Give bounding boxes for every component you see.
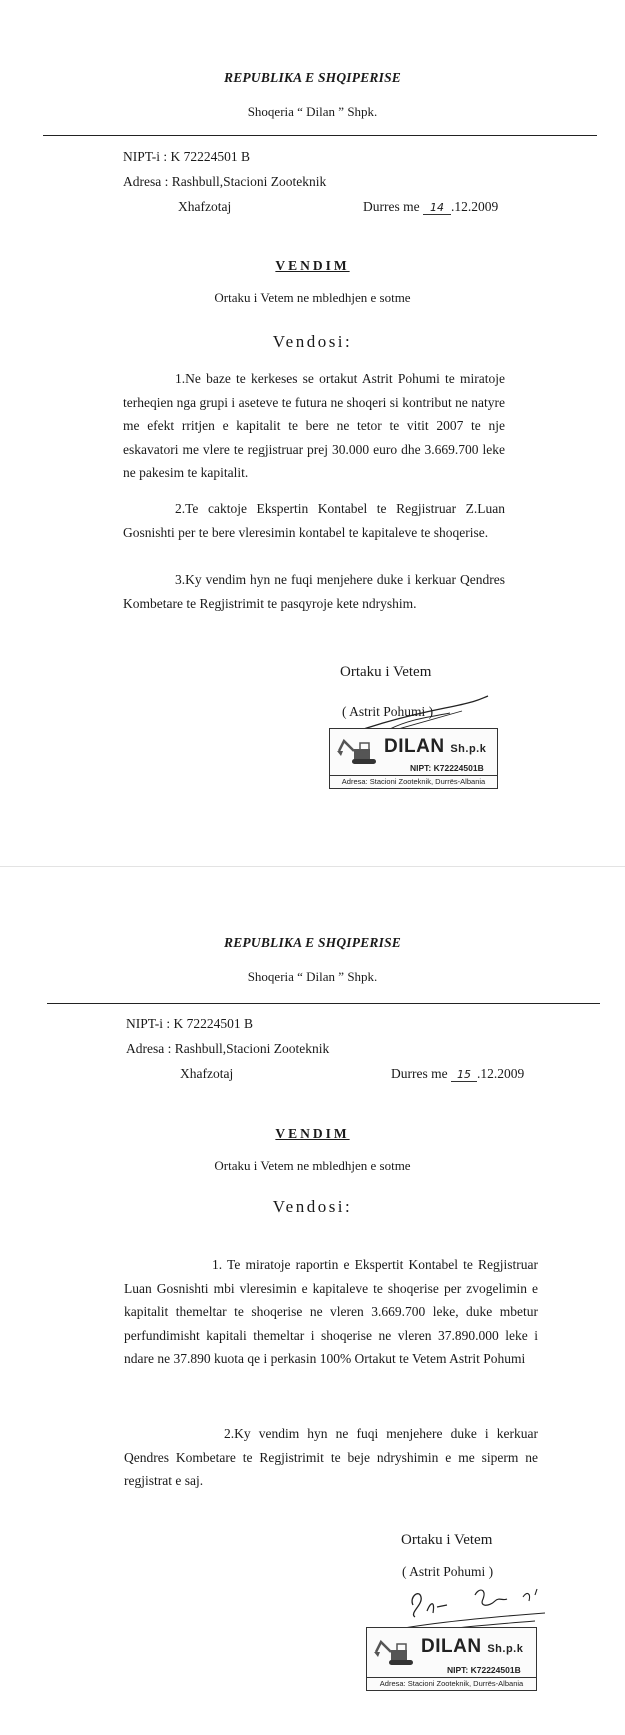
address-city: Xhafzotaj bbox=[178, 199, 232, 214]
company-name: Shoqeria “ Dilan ” Shpk. bbox=[247, 104, 378, 119]
date-rest: .12.2009 bbox=[476, 1066, 525, 1081]
stamp-brand-suffix: Sh.p.k bbox=[450, 743, 487, 755]
stamp-brand bbox=[421, 1636, 523, 1658]
address-label: Adresa : bbox=[126, 1041, 172, 1056]
company-name: Shoqeria “ Dilan ” Shpk. bbox=[247, 969, 378, 984]
decision-paragraph-1: 1.Ne baze te kerkeses se ortakut Astrit Pohumi te miratoje terheqien nga grupi i aseteve te futura ne shoqeri si kontribut ne natyre me efekt rritjen e kapitalit te bere ne tetor te vitit 2007 te nje eskavatori me vlere te regjistruar prej 30.000 euro dhe 3.669.700 leke ne pakesim te kapitalit. bbox=[123, 371, 505, 480]
republic-heading: REPUBLIKA E SHQIPERISE bbox=[224, 70, 401, 85]
document-page-1 bbox=[0, 0, 625, 866]
date-day-handwritten: 14 bbox=[423, 201, 451, 215]
document-date bbox=[391, 1066, 524, 1082]
stamp-brand-name: DILAN bbox=[384, 736, 445, 757]
address-label: Adresa : bbox=[123, 174, 169, 189]
document-page-2 bbox=[0, 866, 625, 1735]
nipt-value: K 72224501 B bbox=[173, 1016, 254, 1031]
stamp-brand-suffix: Sh.p.k bbox=[487, 1643, 524, 1655]
decision-subtitle: Ortaku i Vetem ne mbledhjen e sotme bbox=[214, 1158, 411, 1173]
decision-paragraph-2: 2.Te caktoje Ekspertin Kontabel te Regjistruar Z.Luan Gosnishti per te bere vleresimin kontabel te kapitaleve te shoqerise. bbox=[123, 501, 505, 540]
excavator-icon bbox=[336, 737, 386, 767]
date-rest: .12.2009 bbox=[450, 199, 499, 214]
decision-title: VENDIM bbox=[275, 258, 350, 273]
decision-paragraph-3: 3.Ky vendim hyn ne fuqi menjehere duke i kerkuar Qendres Kombetare te Regjistrimit te pasqyroje kete ndryshim. bbox=[123, 572, 505, 611]
decision-subtitle: Ortaku i Vetem ne mbledhjen e sotme bbox=[214, 290, 411, 305]
signer-name: ( Astrit Pohumi ) bbox=[342, 704, 434, 719]
stamp-brand-name: DILAN bbox=[421, 1636, 482, 1657]
date-day-handwritten: 15 bbox=[451, 1068, 477, 1082]
company-stamp bbox=[329, 728, 498, 789]
nipt-label: NIPT-i : bbox=[126, 1016, 171, 1031]
decides-heading: Vendosi: bbox=[272, 1197, 353, 1216]
excavator-icon bbox=[373, 1638, 423, 1668]
decision-paragraph-1: 1. Te miratoje raportin e Ekspertit Kontabel te Regjistruar Luan Gosnishti mbi vleresimin e kapitaleve te shoqerise per zvogelimin e kapitalit themeltar te shoqerise ne vleren 3.669.700 leke, duke mbetur perfundimisht kapitali themeltar i shoqerise ne vleren 37.890.000 leke i ndare ne 37.890 kuota qe i perkasin 100% Ortakut te Vetem Astrit Pohumi bbox=[124, 1257, 538, 1366]
address-value: Rashbull,Stacioni Zooteknik bbox=[174, 1041, 330, 1056]
header-divider bbox=[43, 135, 597, 136]
nipt-value: K 72224501 B bbox=[170, 149, 251, 164]
address-value: Rashbull,Stacioni Zooteknik bbox=[171, 174, 327, 189]
nipt-line bbox=[123, 149, 250, 165]
stamp-address: Adresa: Stacioni Zooteknik, Durrës-Albania bbox=[330, 775, 497, 788]
header-divider bbox=[47, 1003, 600, 1004]
decides-heading: Vendosi: bbox=[272, 332, 353, 351]
nipt-line bbox=[126, 1016, 253, 1032]
signer-name: ( Astrit Pohumi ) bbox=[402, 1564, 494, 1579]
decision-paragraph-2: 2.Ky vendim hyn ne fuqi menjehere duke i kerkuar Qendres Kombetare te Regjistrimit te beje ndryshimin e me siperm ne regjistrat e saj. bbox=[124, 1426, 538, 1488]
address-city: Xhafzotaj bbox=[180, 1066, 234, 1081]
stamp-nipt: NIPT: K72224501B bbox=[410, 763, 484, 773]
signer-title: Ortaku i Vetem bbox=[340, 664, 432, 680]
address-line bbox=[123, 174, 326, 190]
stamp-brand bbox=[384, 736, 486, 758]
address-line bbox=[126, 1041, 329, 1057]
date-prefix: Durres me bbox=[363, 199, 423, 214]
stamp-nipt: NIPT: K72224501B bbox=[447, 1665, 521, 1675]
stamp-address: Adresa: Stacioni Zooteknik, Durrës-Albania bbox=[367, 1677, 536, 1690]
date-prefix: Durres me bbox=[391, 1066, 451, 1081]
signer-title: Ortaku i Vetem bbox=[401, 1532, 493, 1548]
nipt-label: NIPT-i : bbox=[123, 149, 168, 164]
decision-title: VENDIM bbox=[275, 1126, 350, 1141]
republic-heading: REPUBLIKA E SHQIPERISE bbox=[224, 935, 401, 950]
document-date bbox=[363, 199, 498, 215]
company-stamp bbox=[366, 1627, 537, 1691]
